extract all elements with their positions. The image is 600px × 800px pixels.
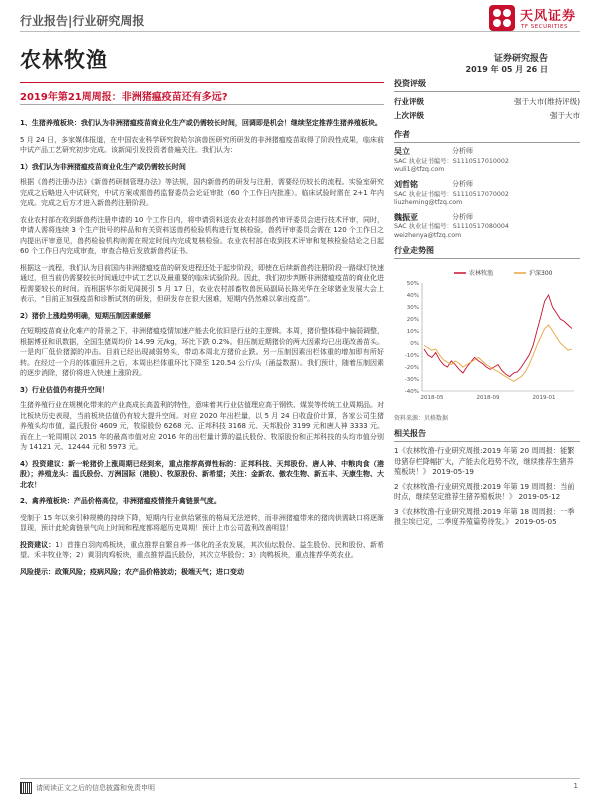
trend-chart-title: 行业走势图 <box>394 245 580 259</box>
brand-logo <box>488 2 598 38</box>
summary-poultry: 2、禽养殖板块：产品价格高位，非洲猪瘟疫情推升禽链景气度。 <box>20 497 221 505</box>
title-rule-bottom <box>20 104 384 105</box>
paragraph-price: 在短期疫苗商业化难产的背景之下，非洲猪瘟疫情加速产能去化依旧是行业的主逻辑。本周，猪价整体稳中偏弱调整，根据博亚和讯数据，全国生猪周均价 14.99 元/kg，环比下跌 0.2%。但压制近期猪价的两大因素均已出现改善苗头。一是肉厂低价猪源的冲击。目前已经出现减弱势头，带动本周北方猪价止跌。另一压制因素出栏体重的增加即有所好转。在经过一个月的体重回升之后，本周出栏体重环比下降至 120.54 公斤/头（涌益数据）。我们预计，随着压制因素的逐步消除，猪价将进入快速上涨阶段。 <box>20 327 384 377</box>
report-type: 证券研究报告 <box>493 54 548 64</box>
risk-warning <box>20 567 384 578</box>
y-tick-label: 50% <box>406 281 419 288</box>
risk-lead: 风险提示： <box>20 567 55 576</box>
author-name: 魏振亚 <box>394 212 418 222</box>
paragraph-regulation: 根据《兽药注册办法》《新兽药研制管理办法》等法规，国内新兽药的研发与注册，需要经历较长的流程。实验室研究完成之后略进入中试研究，中试方案或需兽药监督委员会论证审批（60 个工作日内批准）。临床试验时需在 2+1 年内完成。完成之后方才进入新兽药注册阶段。 <box>20 178 384 207</box>
author-card <box>394 213 580 241</box>
y-tick-label: 40% <box>406 293 419 300</box>
y-tick-label: 20% <box>406 317 419 324</box>
x-tick-label: 2018-09 <box>476 395 500 402</box>
related-section-title: 相关报告 <box>394 428 580 442</box>
trend-chart-section <box>394 245 580 422</box>
page-number: 1 <box>573 782 578 790</box>
risk-text: 政策风险；疫病风险；农产品价格波动；极端天气；进口变动 <box>55 567 244 576</box>
sidebar <box>394 78 580 531</box>
rating-value: 强于大市(维持评级) <box>514 97 580 106</box>
author-cert: SAC 执业证书编号：S1110517080004 <box>394 223 509 231</box>
author-card <box>394 147 580 175</box>
footer-disclaimer[interactable]: 请阅读正文之后的信息披露和免责申明 <box>36 784 155 792</box>
paragraph-news: 5 月 24 日，多家媒体报道，在中国农业科学研究院哈尔滨兽医研究所研发的非洲猪瘟疫苗取得了阶段性成果，临床前中试产品工艺研究初步完成。该新闻引发投资者普遍关注。我们认为： <box>20 135 384 154</box>
qr-code-icon <box>20 782 32 794</box>
footer-rule <box>20 778 580 779</box>
y-tick-label: -20% <box>404 365 419 372</box>
subheading-price-trend: 2）猪价上涨趋势明确，短期压制因素缓解 <box>20 311 151 320</box>
report-category: 行业报告|行业研究周报 <box>20 14 145 28</box>
investment-advice-pig: 4）投资建议：新一轮猪价上涨周期已经到来，重点推荐高弹性标的：正邦科技、天邦股份、唐人神、中粮肉食（港股）；养殖龙头：温氏股份、万洲国际（港股）、牧原股份、新希望；关注：金新农、傲农生物、新五丰、天康生物、大北农！ <box>20 459 384 489</box>
author-name: 刘哲铭 <box>394 179 418 189</box>
rating-key: 行业评级 <box>394 97 424 106</box>
paragraph-valuation: 生猪养殖行业在规模化带来的产业高成长高盈利的特性，意味着其行业估值理应高于钢铁、煤炭等传统工业周期品。对比板块历史表现，当前板块估值仍有较大提升空间。对应 2020 年出栏量，以 5 月 24 日收盘价计算，各家公司生猪养殖头均市值，温氏股份 4609 元，牧原股份 6268 元、正邦科技 3168 元、天邦股份 3199 元和唐人神 3333 元。而在上一轮周期以 2015 年的最高市值对应 2016 年的出栏量计算的温氏股份、牧原股份和正邦科技的头均市值分别为 14121 元、12444 元和 5973 元。 <box>20 401 384 451</box>
y-tick-label: 30% <box>406 305 419 312</box>
paragraph-review-process: 农业农村部在收到新兽药注册申请的 10 个工作日内，将申请资料送农业农村部兽药审评委员会进行技术评审，同时，申请人需将连续 3 个生产批号的样品和有关资料送兽药检验机构进行复核检验，兽药评审委员会需在 120 个工作日之内提出评审意见，兽药检验机构则需在规定时间内完成复核检验。农业农村部在收到技术评审和复核检验结论之日起 60 个工作日内完成审查，审查合格后发放新兽药证书。 <box>20 215 384 255</box>
advice-lead: 投资建议： <box>20 540 56 549</box>
rating-value: 强于大市 <box>550 111 580 120</box>
author-email[interactable]: liuzheming@tfzq.com <box>394 199 463 207</box>
summary-pig-farming: 1、生猪养殖板块：我们认为非洲猪瘟疫苗商业化生产或仍需较长时间，回调即是机会！继续坚定推荐生猪养殖板块。 <box>20 119 382 127</box>
brand-name-en: TF SECURITIES <box>521 24 568 30</box>
chart-source: 资料来源：贝格数据 <box>394 415 449 423</box>
author-role: 分析师 <box>452 212 473 221</box>
trend-chart <box>394 263 580 411</box>
related-report-item[interactable]: 3《农林牧渔-行业研究周报:2019 年第 18 周周报：一季报尘埃已定，二季度养殖篇势待发。》 2019-05-05 <box>394 506 575 527</box>
author-role: 分析师 <box>452 147 473 155</box>
paragraph-conclusion: 根据这一流程，我们认为目前国内非洲猪瘟疫苗的研发进程还处于起步阶段，即使在后续新兽药注册阶段一路绿灯快速通过，但当前仍需要较长时间通过中试工艺以及最重要的临床试验阶段。因此，我们初步判断非洲猪瘟疫苗的商业化进程需要较长的时间。而根据华尔街见闻援引 5 月 17 日，农业农村部畜牧兽医局副局长陈光华在全球猪业发展大会上表示，“目前正加强疫苗和诊断试剂的研发，但研发存在很大困难，短期内仍然难以拿出疫苗”。 <box>20 263 384 303</box>
author-name: 吴立 <box>394 147 410 156</box>
y-tick-label: 0% <box>410 341 419 348</box>
author-email[interactable]: weizhenya@tfzq.com <box>394 231 462 239</box>
legend-label: 沪深300 <box>529 270 553 278</box>
related-report-item[interactable]: 2《农林牧渔-行业研究周报:2019 年第 19 周周报：当前时点，继续坚定推荐生猪养殖板块！》 2019-05-12 <box>394 481 575 502</box>
sector-title: 农林牧渔 <box>20 48 108 72</box>
authors-section-title: 作者 <box>394 129 580 143</box>
subheading-vaccine-timeline: 1）我们认为非洲猪瘟疫苗商业化生产或仍需较长时间 <box>20 162 186 171</box>
subheading-valuation: 3）行业估值仍有提升空间！ <box>20 385 109 394</box>
x-tick-label: 2018-05 <box>420 395 444 402</box>
series-line-0 <box>424 295 572 377</box>
rating-section-title: 投资评级 <box>394 78 580 92</box>
main-body <box>20 118 384 583</box>
report-title: 2019年第21周周报：非洲猪瘟疫苗还有多远? <box>20 92 228 103</box>
investment-advice-poultry <box>20 540 384 561</box>
author-card <box>394 180 580 208</box>
advice-text: 1）首推白羽肉鸡板块，重点推荐自繁自养一体化的圣农发展，其次仙坛股份、益生股份、民和股份、新希望、禾丰牧业等；2）黄羽肉鸡板块，重点推荐温氏股份，其次立华股份；3）肉鸭板块，重点推荐华英农业。 <box>20 540 384 559</box>
rating-row <box>394 110 580 121</box>
footer <box>20 782 155 794</box>
y-tick-label: -30% <box>404 377 419 384</box>
author-role: 分析师 <box>452 179 473 188</box>
related-report-item[interactable]: 1《农林牧渔-行业研究周报:2019 年第 20 周周报：能繁母猪存栏降幅扩大，产能去化趋势不改，继续推荐生猪养殖板块！》 2019-05-19 <box>394 446 575 477</box>
title-rule-top <box>20 82 384 83</box>
y-tick-label: -10% <box>404 353 419 360</box>
paragraph-poultry: 受制于 15 年以来引种规模的持续下降，短期内行业供给紧张的格局无法逆转，而非洲猪瘟带来的猪肉供需缺口将逐渐显现，预计此轮禽链景气向上时间和程度都将超历史周期！预计上市公司盈利改善明显！ <box>20 513 384 532</box>
brand-mark-icon <box>488 4 516 32</box>
related-reports <box>394 428 580 527</box>
report-date: 2019 年 05 月 26 日 <box>465 65 548 74</box>
x-tick-label: 2019-01 <box>532 395 556 402</box>
y-tick-label: -40% <box>404 389 419 396</box>
rating-key: 上次评级 <box>394 111 424 120</box>
author-cert: SAC 执业证书编号：S1110517070002 <box>394 190 509 198</box>
legend-label: 农林牧渔 <box>469 270 494 278</box>
rating-row <box>394 96 580 107</box>
author-email[interactable]: wuli1@tfzq.com <box>394 166 445 174</box>
brand-name-cn: 天风证券 <box>520 9 577 24</box>
y-tick-label: 10% <box>406 329 419 336</box>
series-line-1 <box>424 325 572 381</box>
author-cert: SAC 执业证书编号：S1110517010002 <box>394 157 509 165</box>
trend-chart-svg <box>394 263 580 411</box>
